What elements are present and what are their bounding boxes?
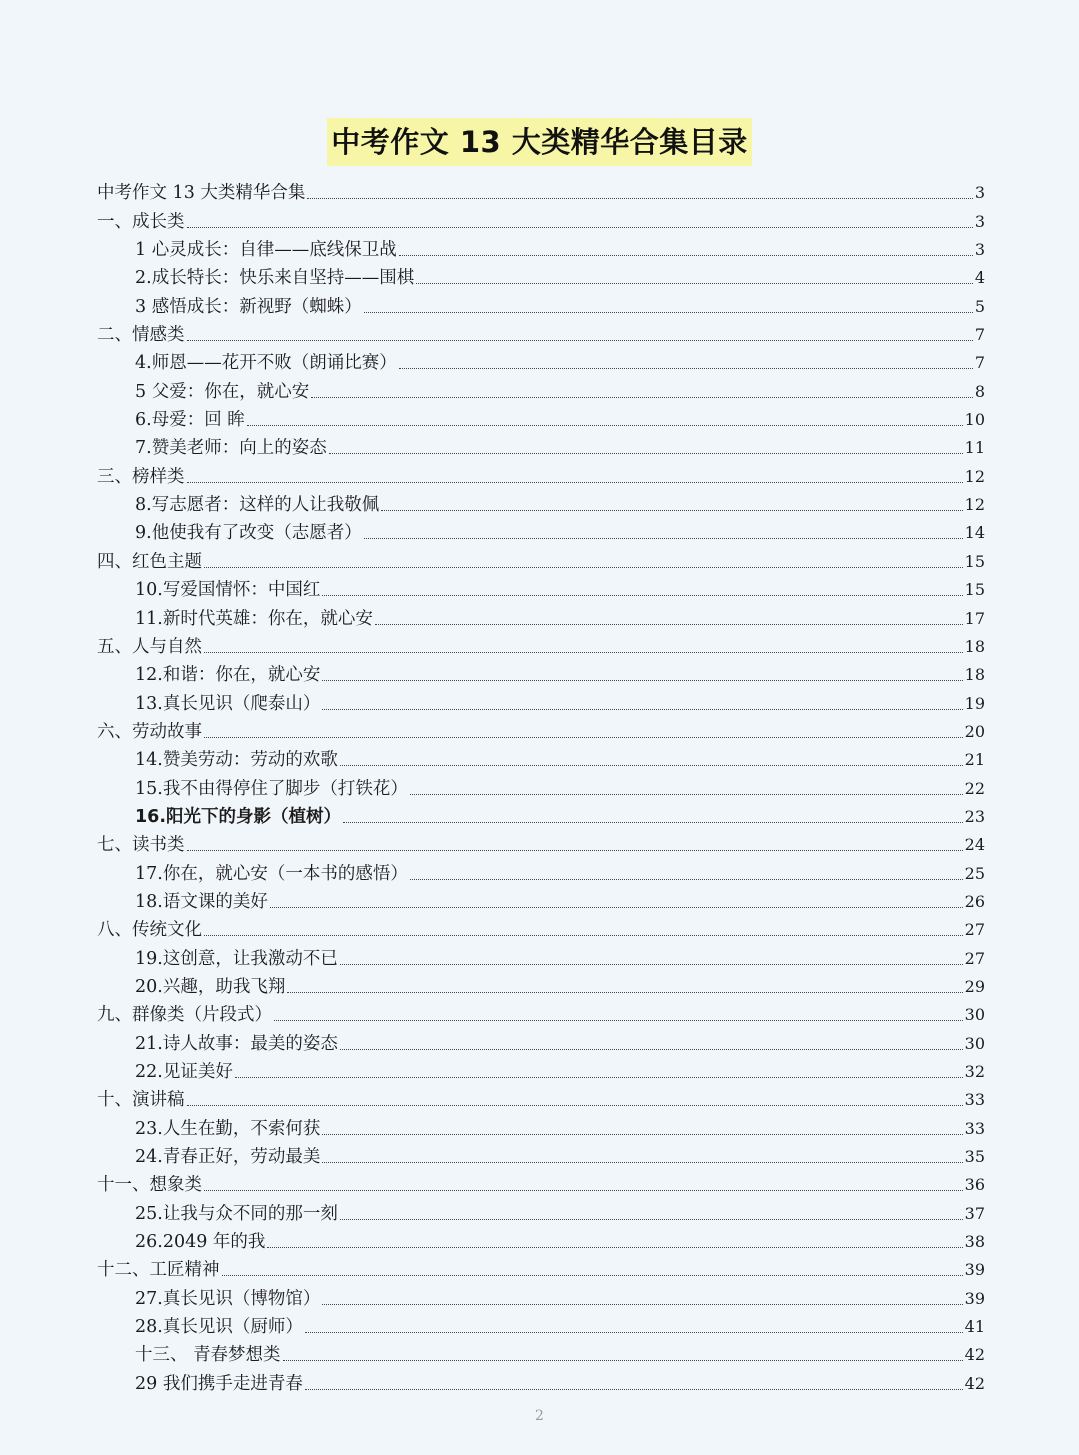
- toc-entry-page: 30: [964, 1033, 985, 1053]
- toc-entry-label: 18.语文课的美好: [135, 891, 268, 912]
- toc-entry[interactable]: [97, 970, 985, 998]
- dot-leader: [375, 624, 963, 625]
- toc-entry[interactable]: [97, 516, 985, 544]
- toc-entry-label: 3 感悟成长：新视野（蜘蛛）: [135, 296, 362, 317]
- toc-entry-page: 11: [964, 438, 985, 458]
- dot-leader: [204, 1190, 963, 1191]
- toc-entry-label: 三、榜样类: [97, 466, 185, 487]
- toc-entry-label: 29 我们携手走进青春: [135, 1373, 303, 1394]
- toc-entry-label: 十三、 青春梦想类: [135, 1345, 281, 1366]
- dot-leader: [399, 255, 973, 256]
- dot-leader: [416, 283, 973, 284]
- toc-entry-label: 22.见证美好: [135, 1062, 233, 1082]
- toc-entry-page: 14: [964, 523, 985, 543]
- toc-entry-label: 6.母爱：回 眸: [135, 410, 245, 431]
- toc-entry-label: 9.他使我有了改变（志愿者）: [135, 523, 362, 544]
- toc-entry-label: 21.诗人故事：最美的姿态: [135, 1033, 338, 1054]
- dot-leader: [204, 652, 963, 653]
- toc-entry-page: 29: [964, 976, 985, 996]
- toc-entry-page: 42: [964, 1345, 985, 1365]
- toc-entry-label: 5 父爱：你在，就心安: [135, 381, 310, 402]
- toc-entry-page: 32: [964, 1062, 985, 1081]
- toc-entry-label: 二、情感类: [97, 325, 185, 346]
- dot-leader: [329, 453, 963, 454]
- dot-leader: [340, 765, 963, 766]
- toc-section[interactable]: [97, 176, 985, 204]
- toc-entry-label: 20.兴趣，助我飞翔: [135, 976, 286, 997]
- toc-entry[interactable]: [97, 488, 985, 516]
- toc-entry-label: 十一、想象类: [97, 1175, 202, 1196]
- toc-entry-label: 十、演讲稿: [97, 1090, 185, 1111]
- toc-entry-label: 10.写爱国情怀：中国红: [135, 580, 321, 601]
- toc-entry-label: 中考作文 13 大类精华合集: [97, 183, 306, 204]
- toc-entry-label: 一、成长类: [97, 211, 185, 232]
- toc-entry-page: 41: [964, 1317, 985, 1337]
- toc-section[interactable]: [97, 913, 985, 941]
- toc-entry-page: 38: [964, 1232, 985, 1252]
- toc-entry-label: 11.新时代英雄：你在，就心安: [135, 608, 373, 629]
- toc-entry[interactable]: [97, 289, 985, 317]
- toc-entry-label: 26.2049 年的我: [135, 1232, 266, 1253]
- toc-entry-page: 24: [964, 835, 985, 855]
- dot-leader: [399, 368, 973, 369]
- toc-entry-label: 六、劳动故事: [97, 721, 202, 742]
- toc-entry[interactable]: [97, 1026, 985, 1054]
- toc-entry-page: 22: [964, 778, 985, 798]
- toc-entry-label: 28.真长见识（厨师）: [135, 1317, 303, 1338]
- page-number: 2: [535, 1408, 544, 1424]
- dot-leader: [343, 822, 963, 823]
- toc-entry-page: 18: [964, 665, 985, 685]
- toc-entry-page: 3: [974, 211, 985, 231]
- toc-entry-label: 12.和谐：你在，就心安: [135, 665, 321, 686]
- toc-entry-page: 19: [964, 693, 985, 713]
- toc-section[interactable]: [97, 1083, 985, 1111]
- dot-leader: [204, 737, 963, 738]
- toc-entry[interactable]: [97, 1281, 985, 1309]
- toc-entry[interactable]: [97, 686, 985, 714]
- toc-entry-page: 36: [964, 1175, 985, 1195]
- toc-entry-label: 8.写志愿者：这样的人让我敬佩: [135, 495, 380, 516]
- toc-entry[interactable]: [97, 346, 985, 374]
- toc-entry[interactable]: [97, 743, 985, 771]
- dot-leader: [311, 397, 973, 398]
- dot-leader: [340, 1049, 963, 1050]
- toc-section[interactable]: [97, 204, 985, 232]
- toc-entry-label: 27.真长见识（博物馆）: [135, 1288, 321, 1309]
- toc-entry-label: 五、人与自然: [97, 636, 202, 657]
- toc-entry-page: 8: [974, 381, 985, 401]
- toc-entry-page: 15: [964, 580, 985, 600]
- toc-entry-page: 21: [964, 750, 985, 770]
- toc-entry[interactable]: [97, 1055, 985, 1083]
- toc-section[interactable]: [97, 318, 985, 346]
- toc-entry-label: 十二、工匠精神: [97, 1260, 220, 1281]
- dot-leader: [364, 312, 973, 313]
- toc-entry[interactable]: [97, 800, 985, 828]
- dot-leader: [322, 1134, 962, 1135]
- toc-section[interactable]: [97, 828, 985, 856]
- toc-entry-page: 15: [964, 551, 985, 571]
- toc-entry[interactable]: [97, 1225, 985, 1253]
- dot-leader: [305, 1389, 963, 1390]
- dot-leader: [187, 1105, 963, 1106]
- toc-entry-label: 13.真长见识（爬泰山）: [135, 693, 321, 714]
- dot-leader: [287, 992, 962, 993]
- toc-entry-label: 23.人生在勤，不索何获: [135, 1118, 321, 1139]
- table-of-contents: [97, 176, 985, 1395]
- dot-leader: [307, 198, 972, 199]
- toc-entry-page: 17: [964, 608, 985, 628]
- dot-leader: [322, 1304, 962, 1305]
- toc-entry[interactable]: [97, 1310, 985, 1338]
- dot-leader: [340, 1219, 963, 1220]
- toc-entry[interactable]: [97, 771, 985, 799]
- dot-leader: [322, 1162, 962, 1163]
- toc-entry-page: 33: [964, 1118, 985, 1138]
- toc-entry[interactable]: [97, 431, 985, 459]
- toc-entry[interactable]: [97, 403, 985, 431]
- dot-leader: [204, 935, 963, 936]
- dot-leader: [187, 482, 963, 483]
- dot-leader: [270, 907, 963, 908]
- toc-entry-page: 30: [964, 1005, 985, 1025]
- toc-entry[interactable]: [97, 233, 985, 261]
- toc-entry[interactable]: [97, 374, 985, 402]
- dot-leader: [322, 709, 962, 710]
- toc-entry-page: 35: [964, 1147, 985, 1167]
- toc-entry-label: 16.阳光下的身影（植树）: [135, 806, 342, 827]
- toc-entry-page: 4: [974, 268, 985, 288]
- toc-section[interactable]: [97, 630, 985, 658]
- page-title: 中考作文 13 大类精华合集目录: [327, 118, 752, 166]
- toc-entry-label: 15.我不由得停住了脚步（打铁花）: [135, 778, 408, 799]
- toc-entry[interactable]: [97, 573, 985, 601]
- dot-leader: [274, 1020, 963, 1021]
- toc-entry-page: 5: [974, 296, 985, 316]
- toc-entry-page: 37: [964, 1203, 985, 1223]
- dot-leader: [305, 1332, 963, 1333]
- toc-entry-label: 24.青春正好，劳动最美: [135, 1147, 321, 1168]
- dot-leader: [322, 680, 962, 681]
- dot-leader: [322, 595, 962, 596]
- dot-leader: [340, 964, 963, 965]
- toc-entry[interactable]: [97, 1196, 985, 1224]
- dot-leader: [410, 794, 963, 795]
- toc-entry-page: 27: [964, 920, 985, 940]
- dot-leader: [283, 1360, 963, 1361]
- toc-entry-label: 17.你在，就心安（一本书的感悟）: [135, 863, 408, 884]
- toc-entry[interactable]: [97, 658, 985, 686]
- toc-entry-page: 23: [964, 806, 985, 826]
- title-wrap: [0, 118, 1079, 166]
- dot-leader: [187, 340, 973, 341]
- toc-entry-page: 12: [964, 495, 985, 515]
- toc-entry-page: 27: [964, 948, 985, 968]
- toc-entry-label: 25.让我与众不同的那一刻: [135, 1203, 338, 1224]
- toc-entry[interactable]: [97, 856, 985, 884]
- dot-leader: [267, 1247, 962, 1248]
- toc-entry-label: 19.这创意，让我激动不已: [135, 948, 338, 969]
- dot-leader: [410, 879, 963, 880]
- dot-leader: [187, 227, 973, 228]
- toc-section[interactable]: [97, 715, 985, 743]
- toc-entry-page: 10: [964, 410, 985, 430]
- toc-entry-label: 八、传统文化: [97, 920, 202, 941]
- toc-entry-page: 7: [974, 325, 985, 345]
- toc-section[interactable]: [97, 544, 985, 572]
- toc-entry-label: 九、群像类（片段式）: [97, 1005, 272, 1026]
- dot-leader: [204, 567, 963, 568]
- toc-entry-page: 39: [964, 1288, 985, 1308]
- toc-entry[interactable]: [97, 941, 985, 969]
- toc-entry-page: 12: [964, 466, 985, 486]
- toc-entry-label: 七、读书类: [97, 835, 185, 856]
- toc-entry[interactable]: [97, 601, 985, 629]
- toc-entry[interactable]: [97, 1111, 985, 1139]
- dot-leader: [222, 1275, 963, 1276]
- toc-entry-page: 33: [964, 1090, 985, 1110]
- toc-entry-page: 25: [964, 863, 985, 883]
- toc-entry-page: 7: [974, 353, 985, 373]
- toc-entry-label: 1 心灵成长：自律——底线保卫战: [135, 240, 397, 261]
- toc-entry-label: 7.赞美老师：向上的姿态: [135, 438, 327, 459]
- toc-entry-page: 20: [964, 721, 985, 741]
- toc-section[interactable]: [97, 1168, 985, 1196]
- toc-entry-page: 39: [964, 1260, 985, 1280]
- toc-entry-label: 2.成长特长：快乐来自坚持——围棋: [135, 268, 415, 289]
- dot-leader: [381, 510, 962, 511]
- toc-entry-label: 4.师恩——花开不败（朗诵比赛）: [135, 353, 397, 374]
- toc-entry-page: 3: [974, 240, 985, 260]
- dot-leader: [247, 425, 963, 426]
- toc-entry-label: 四、红色主题: [97, 551, 202, 572]
- toc-section[interactable]: [97, 1253, 985, 1281]
- toc-entry-page: 26: [964, 891, 985, 911]
- dot-leader: [364, 538, 963, 539]
- toc-entry[interactable]: [97, 1338, 985, 1366]
- toc-entry-page: 3: [974, 183, 985, 203]
- toc-entry[interactable]: [97, 261, 985, 289]
- toc-entry[interactable]: [97, 1140, 985, 1168]
- toc-entry-page: 18: [964, 636, 985, 656]
- toc-entry[interactable]: [97, 885, 985, 913]
- dot-leader: [187, 850, 963, 851]
- toc-entry[interactable]: [97, 1366, 985, 1394]
- dot-leader: [235, 1077, 963, 1078]
- toc-entry-label: 14.赞美劳动：劳动的欢歌: [135, 750, 338, 771]
- toc-section[interactable]: [97, 459, 985, 487]
- toc-section[interactable]: [97, 998, 985, 1026]
- toc-entry-page: 42: [964, 1373, 985, 1393]
